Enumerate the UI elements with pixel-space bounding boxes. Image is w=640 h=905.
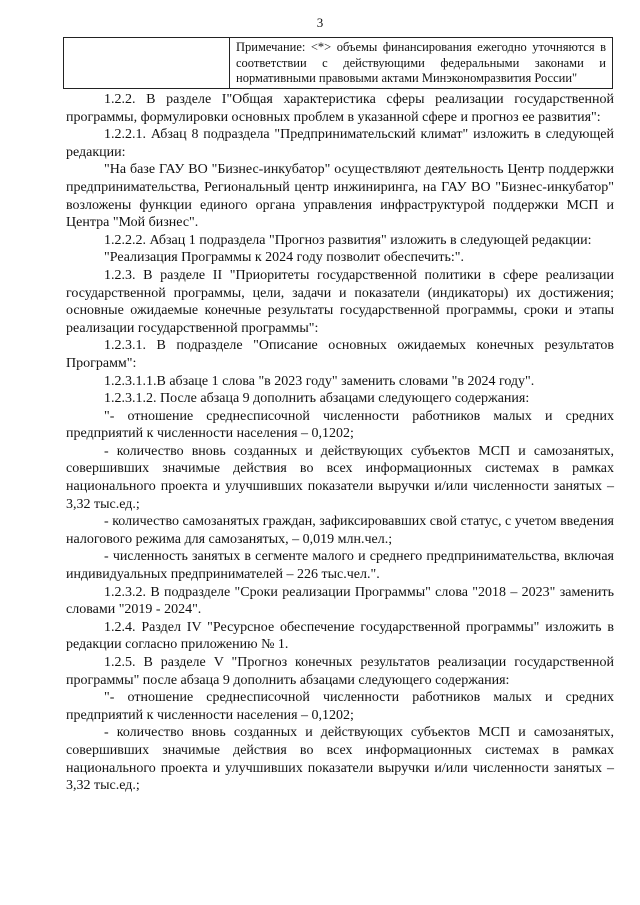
paragraph: 1.2.3.1.1.В абзаце 1 слова "в 2023 году" заменить словами "в 2024 году". <box>104 373 535 389</box>
paragraph: 1.2.2.2. Абзац 1 подраздела "Прогноз развития" изложить в следующей редакции: <box>104 232 592 248</box>
paragraph: "На базе ГАУ ВО "Бизнес-инкубатор" осуществляют деятельность Центр поддержки предпринимательства, Региональный центр инжиниринга, на ГАУ ВО "Бизнес-инкубатор" возложены функции единого органа управления инфраструктурой поддержки МСП и Центра "Мой бизнес". <box>66 162 614 231</box>
note-table <box>63 37 613 89</box>
paragraph: 1.2.4. Раздел IV "Ресурсное обеспечение государственной программы" изложить в редакции согласно приложению № 1. <box>66 619 614 653</box>
paragraph: 1.2.2.1. Абзац 8 подраздела "Предпринимательский климат" изложить в следующей редакции: <box>66 127 614 160</box>
paragraph: 1.2.2. В разделе I"Общая характеристика сферы реализации государственной программы, формулировки основных проблем в указанной сфере и прогноз ее развития": <box>66 92 614 125</box>
paragraph: "Реализация Программы к 2024 году позволит обеспечить:". <box>104 250 464 266</box>
paragraph: - количество вновь созданных и действующих субъектов МСП и самозанятых, совершивших значимые действия во всех информационных системах в рамках национального проекта и улучшивших показатели выручки и/или численности занятых – 3,32 тыс.ед.; <box>66 725 614 794</box>
paragraph: "- отношение среднесписочной численности работников малых и средних предприятий к численности населения – 0,1202; <box>66 408 614 442</box>
note-text: Примечание: <*> объемы финансирования ежегодно уточняются в соответствии с действующими федеральными законами и нормативными правовыми актами Минэкономразвития России" <box>236 40 606 85</box>
paragraph: - количество вновь созданных и действующих субъектов МСП и самозанятых, совершивших значимые действия во всех информационных системах в рамках национального проекта и улучшивших показатели выручки и/или численности занятых – 3,32 тыс.ед.; <box>66 443 614 512</box>
paragraph: 1.2.3. В разделе II "Приоритеты государственной политики в сфере реализации государственной программы, цели, задачи и показатели (индикаторы) их достижения; основные ожидаемые конечные результаты государственной программы, сроки и этапы реализации государственной программы": <box>66 267 614 336</box>
paragraph: 1.2.5. В разделе V "Прогноз конечных результатов реализации государственной программы" после абзаца 9 дополнить абзацами следующего содержания: <box>66 655 614 688</box>
paragraph: 1.2.3.2. В подразделе "Сроки реализации Программы" слова "2018 – 2023" заменить словами "2019 - 2024". <box>66 584 614 618</box>
paragraph: "- отношение среднесписочной численности работников малых и средних предприятий к численности населения – 0,1202; <box>66 690 614 723</box>
paragraph: 1.2.3.1.2. После абзаца 9 дополнить абзацами следующего содержания: <box>104 391 530 407</box>
document-body <box>66 91 614 795</box>
note-table-empty-cell <box>64 38 230 88</box>
page-number: 3 <box>316 15 324 30</box>
paragraph: - численность занятых в сегменте малого и среднего предпринимательства, включая индивидуальных предпринимателей – 226 тыс.чел.". <box>66 549 614 583</box>
paragraph: 1.2.3.1. В подразделе "Описание основных ожидаемых конечных результатов Программ": <box>66 338 614 371</box>
paragraph: - количество самозанятых граждан, зафиксировавших свой статус, с учетом введения налогового режима для самозанятых, – 0,019 млн.чел.; <box>66 514 614 547</box>
